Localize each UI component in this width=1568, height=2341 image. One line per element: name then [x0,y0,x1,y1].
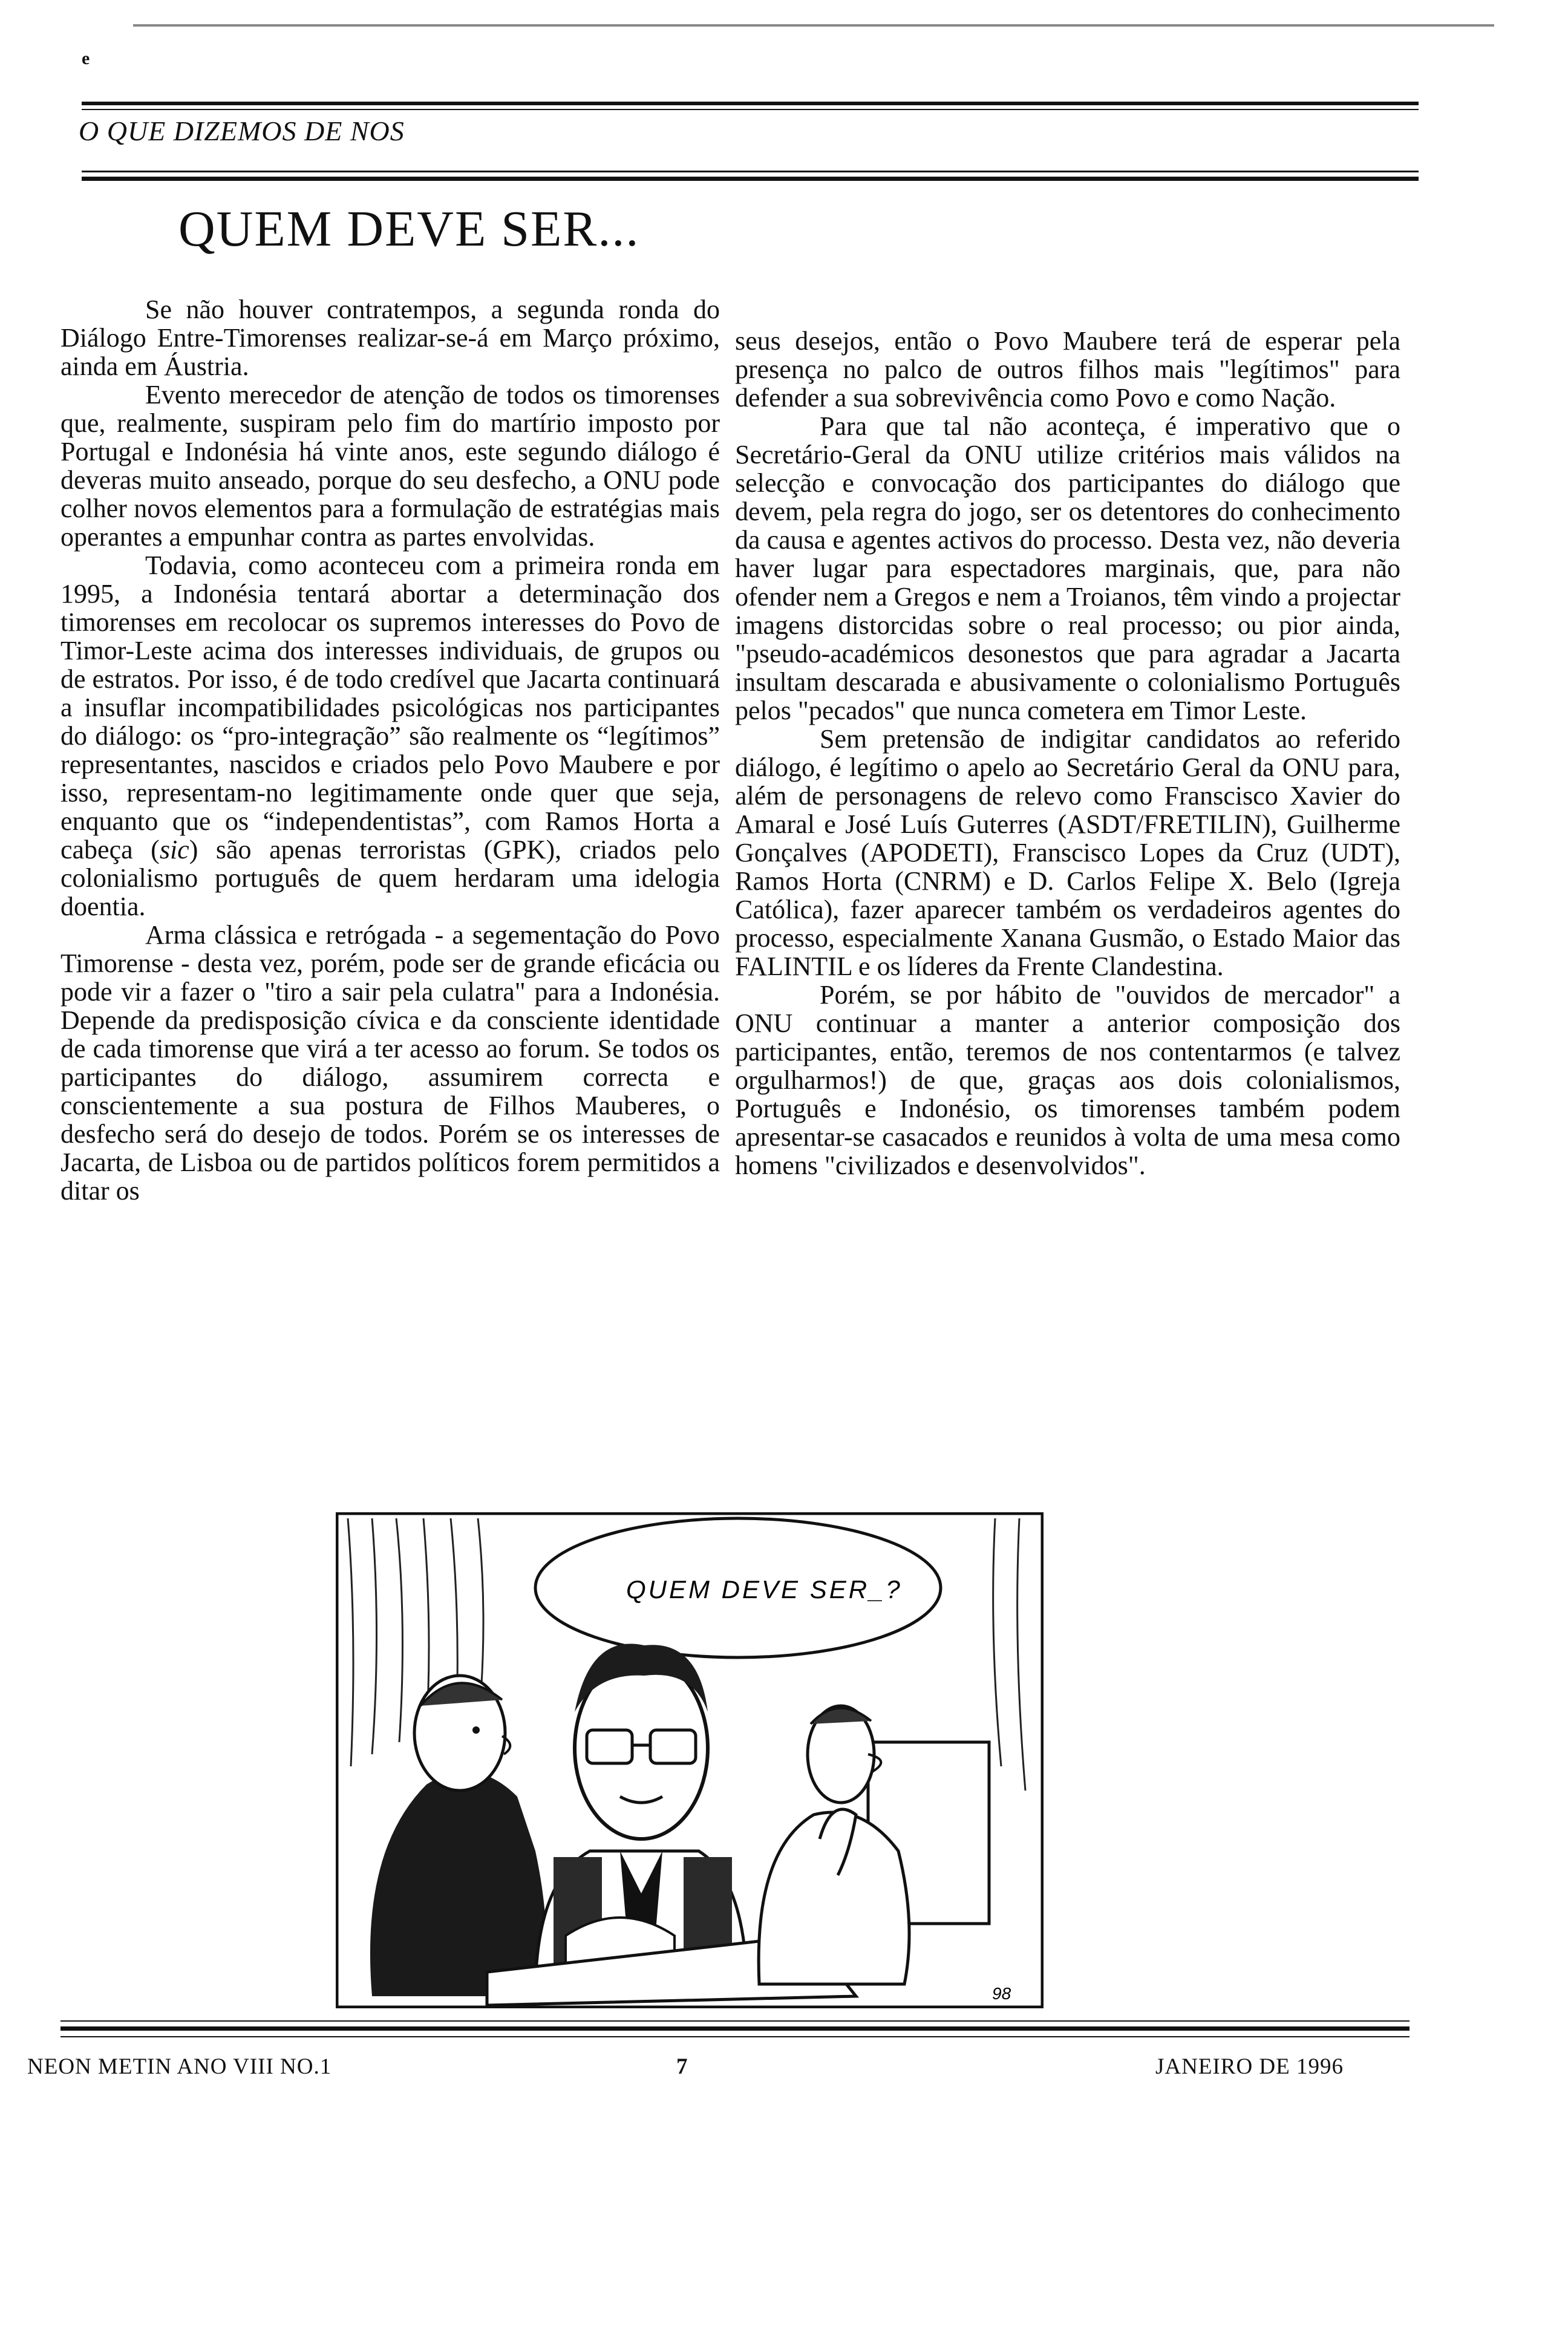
header-rule-bottom [82,171,1419,172]
corner-mark: e [82,48,90,68]
left-paragraph-4: Arma clássica e retrógada - a segementação do Povo Timorense - desta vez, porém, pode ser de grande eficácia ou pode vir a fazer o "tiro a sair pela culatra" para a Indonésia. Depende da predisposição cívica e da consciente identidade de cada timorense que virá a ter acesso ao forum. Se todos os participantes do diálogo, assumirem correcta e conscientemente a sua postura de Filhos Mauberes, o desfecho será do desejo de todos. Porém se os interesses de Jacarta, de Lisboa ou de partidos políticos forem permitidos a ditar os [60,920,720,1206]
left-paragraph-1: Se não houver contratempos, a segunda ronda do Diálogo Entre-Timorenses realizar-se-á em Março próximo, ainda em Áustria. [60,295,720,381]
left-paragraph-3-text: Todavia, como aconteceu com a primeira ronda em 1995, a Indonésia tentará abortar a determinação dos timorenses em recolocar os supremos interesses do Povo de Timor-Leste acima dos interesses individuais, de grupos ou de estratos. Por isso, é de todo credível que Jacarta continuará a insuflar incompatibilidades psicológicas nos participantes do diálogo: os “pro-integração” são realmente os “legítimos” representantes, nascidos e criados pelo Povo Mauberе e por isso, representam-no legitimamente onde quer que seja, enquanto que os “independentistas”, com Ramos Horta a cabeça ( [60,550,720,864]
right-column [735,327,1400,1180]
header-rule-top [82,102,1419,105]
footer-date: JANEIRO DE 1996 [1155,2054,1344,2079]
left-column [60,295,720,1205]
speech-text: QUEM DEVE SER_? [626,1575,903,1604]
top-border-line [133,24,1494,27]
article-title: QUEM DEVE SER... [178,201,640,257]
cartoon-signature: 98 [992,1984,1011,2003]
header-rule-top-thin [82,109,1419,110]
sic-note: sic [159,835,189,864]
left-paragraph-3 [60,551,720,921]
footer-rule-thin [60,2020,1410,2022]
footer-publication: NEON METIN ANO VIII NO.1 [27,2054,332,2079]
right-paragraph-2: Para que tal não aconteça, é imperativo que o Secretário-Geral da ONU utilize critérios mais válidos na selecção e convocação dos participantes do diálogo que devem, pela regra do jogo, ser os detentores do conhecimento da causa e agentes activos do processo. Desta vez, não deveria haver lugar para espectadores marginais, que, para não ofender nem a Gregos e nem a Troianos, têm vindo a projectar imagens distorcidas sobre o real processo; ou pior ainda, "pseudo-académicos desonestos que para agradar a Jacarta insultam descarada e abusivamente o colonialismo Português pelos "pecados" que nunca cometera em Timor Leste. [735,411,1400,725]
header-rule-bottom-thick [82,177,1419,181]
footer-rule-thick [60,2026,1410,2031]
cartoon-illustration [336,1512,1044,2008]
footer-rule-bottom [60,2036,1410,2037]
left-paragraph-2: Evento merecedor de atenção de todos os timorenses que, realmente, suspiram pelo fim do martírio imposto por Portugal e Indonésia há vinte anos, este segundo diálogo é deveras muito anseado, porque do seu desfecho, a ONU pode colher novos elementos para a formulação de estratégias mais operantes a empunhar contra as partes envolvidas. [60,380,720,552]
footer-page-number: 7 [676,2054,688,2079]
right-paragraph-3: Sem pretensão de indigitar candidatos ao referido diálogo, é legítimo o apelo ao Secretário Geral da ONU para, além de personagens de relevo como Franscisco Xavier do Amaral e José Luís Guterres (ASDT/FRETILIN), Guilherme Gonçalves (APODETI), Franscisco Lopes da Cruz (UDT), Ramos Horta (CNRM) e D. Carlos Felipe X. Belo (Igreja Católica), fazer aparecer também os verdadeiros agentes do processo, especialmente Xanana Gusmão, o Estado Maior das FALINTIL e os líderes da Frente Clandestina. [735,724,1400,981]
left-paragraph-3-tail: ) são apenas terroristas (GPK), criados pelo colonialismo português de quem herdaram uma idelogia doentia. [60,835,720,921]
section-heading: O QUE DIZEMOS DE NOS [79,116,405,146]
right-paragraph-4: Porém, se por hábito de "ouvidos de mercador" a ONU continuar a manter a anterior composição dos participantes, então, teremos de nos contentarmos (e talvez orgulharmos!) de que, graças aos dois colonialismos, Português e Indonésio, os timorenses também podem apresentar-se casacados e reunidos à volta de uma mesa como homens "civilizados e desenvolvidos". [735,980,1400,1180]
right-paragraph-1: seus desejos, então o Povo Maubere terá de esperar pela presença no palco de outros filhos mais "legítimos" para defender a sua sobrevivência como Povo e como Nação. [735,326,1400,413]
